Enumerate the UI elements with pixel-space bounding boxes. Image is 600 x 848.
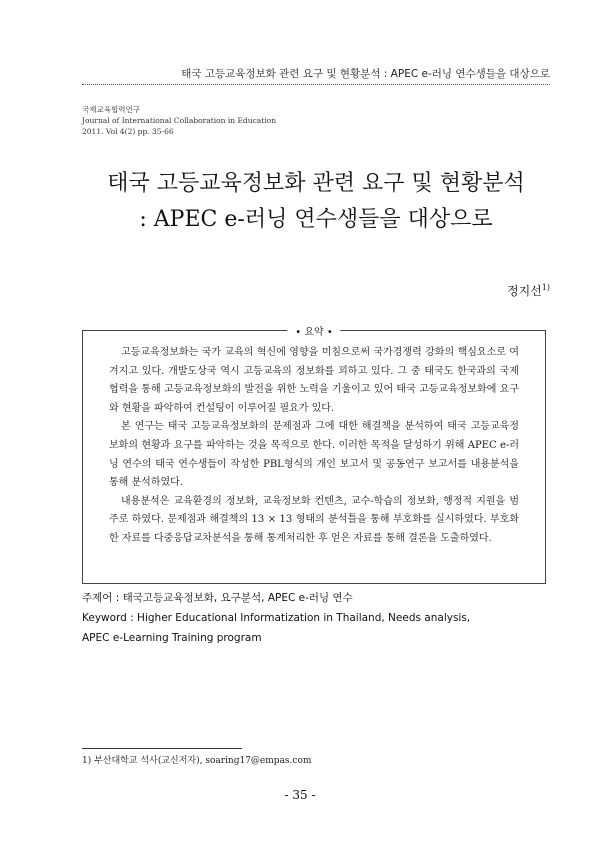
page-number: - 35 - <box>284 788 316 802</box>
keywords-english-line1: Keyword : Higher Educational Informatization in Thailand, Needs analysis, <box>82 612 471 624</box>
abstract-paragraph-1: 고등교육정보화는 국가 교육의 혁신에 영향을 미침으로써 국가경쟁력 강화의 핵심요소로 여겨지고 있다. 개발도상국 역시 고등교육의 정보화를 꾀하고 있다. 그 중 태국도 한국과의 국제협력을 통해 고등교육정보화의 발전을 위한 노력을 기울이고 있어 태국 고등교육정보화에 요구와 현황을 파악하여 컨설팅이 이루어질 필요가 있다. <box>109 347 519 414</box>
abstract-paragraph-3: 내용분석은 교육환경의 정보화, 교육정보화 컨텐츠, 교수-학습의 정보화, 행정적 지원을 범주로 하였다. 문제점과 해결책의 13 × 13 형태의 분석틀을 통해 부호화를 실시하였다. 부호화한 자료를 다중응답교차분석을 통해 통계처리한 후 얻은 자료를 통해 결론을 도출하였다. <box>109 495 519 544</box>
abstract-label: • 요약 • <box>287 323 340 338</box>
journal-volume-info: 2011. Vol 4(2) pp. 35-66 <box>82 127 174 136</box>
author-name: 정지선 <box>507 284 542 298</box>
header-rule <box>82 84 550 85</box>
paper-title-line2: : APEC e-러닝 연수생들을 대상으로 <box>139 207 493 232</box>
journal-english-name: Journal of International Collaboration in Education <box>82 116 277 125</box>
journal-korean-name: 국제교육협력연구 <box>82 105 140 114</box>
journal-info <box>82 104 276 137</box>
paper-title-line1: 태국 고등교육정보화 관련 요구 및 현황분석 <box>107 171 525 196</box>
abstract-text <box>109 344 519 549</box>
author-footnote-mark: 1) <box>541 283 550 292</box>
keywords-section <box>82 588 560 648</box>
keywords-english-line2: APEC e-Learning Training program <box>82 632 262 644</box>
running-header: 태국 고등교육정보화 관련 요구 및 현황분석 : APEC e-러닝 연수생들을 대상으로 <box>181 68 550 80</box>
footnote-rule <box>82 748 242 749</box>
abstract-paragraph-2: 본 연구는 태국 고등교육정보화의 문제점과 그에 대한 해결책을 분석하여 태국 고등교육정보화의 현황과 요구를 파악하는 것을 목적으로 한다. 이러한 목적을 달성하기 위해 APEC e-러닝 연수의 태국 연수생들이 작성한 PBL형식의 개인 보고서 및 공동연구 보고서를 내용분석을 통해 분석하였다. <box>109 421 519 489</box>
author <box>507 282 550 299</box>
paper-title <box>82 166 550 238</box>
abstract-box <box>82 327 546 584</box>
keywords-korean: 주제어 : 태국고등교육정보화, 요구분석, APEC e-러닝 연수 <box>82 592 353 604</box>
footnote: 1) 부산대학교 석사(교신저자), soaring17@empas.com <box>82 756 312 766</box>
